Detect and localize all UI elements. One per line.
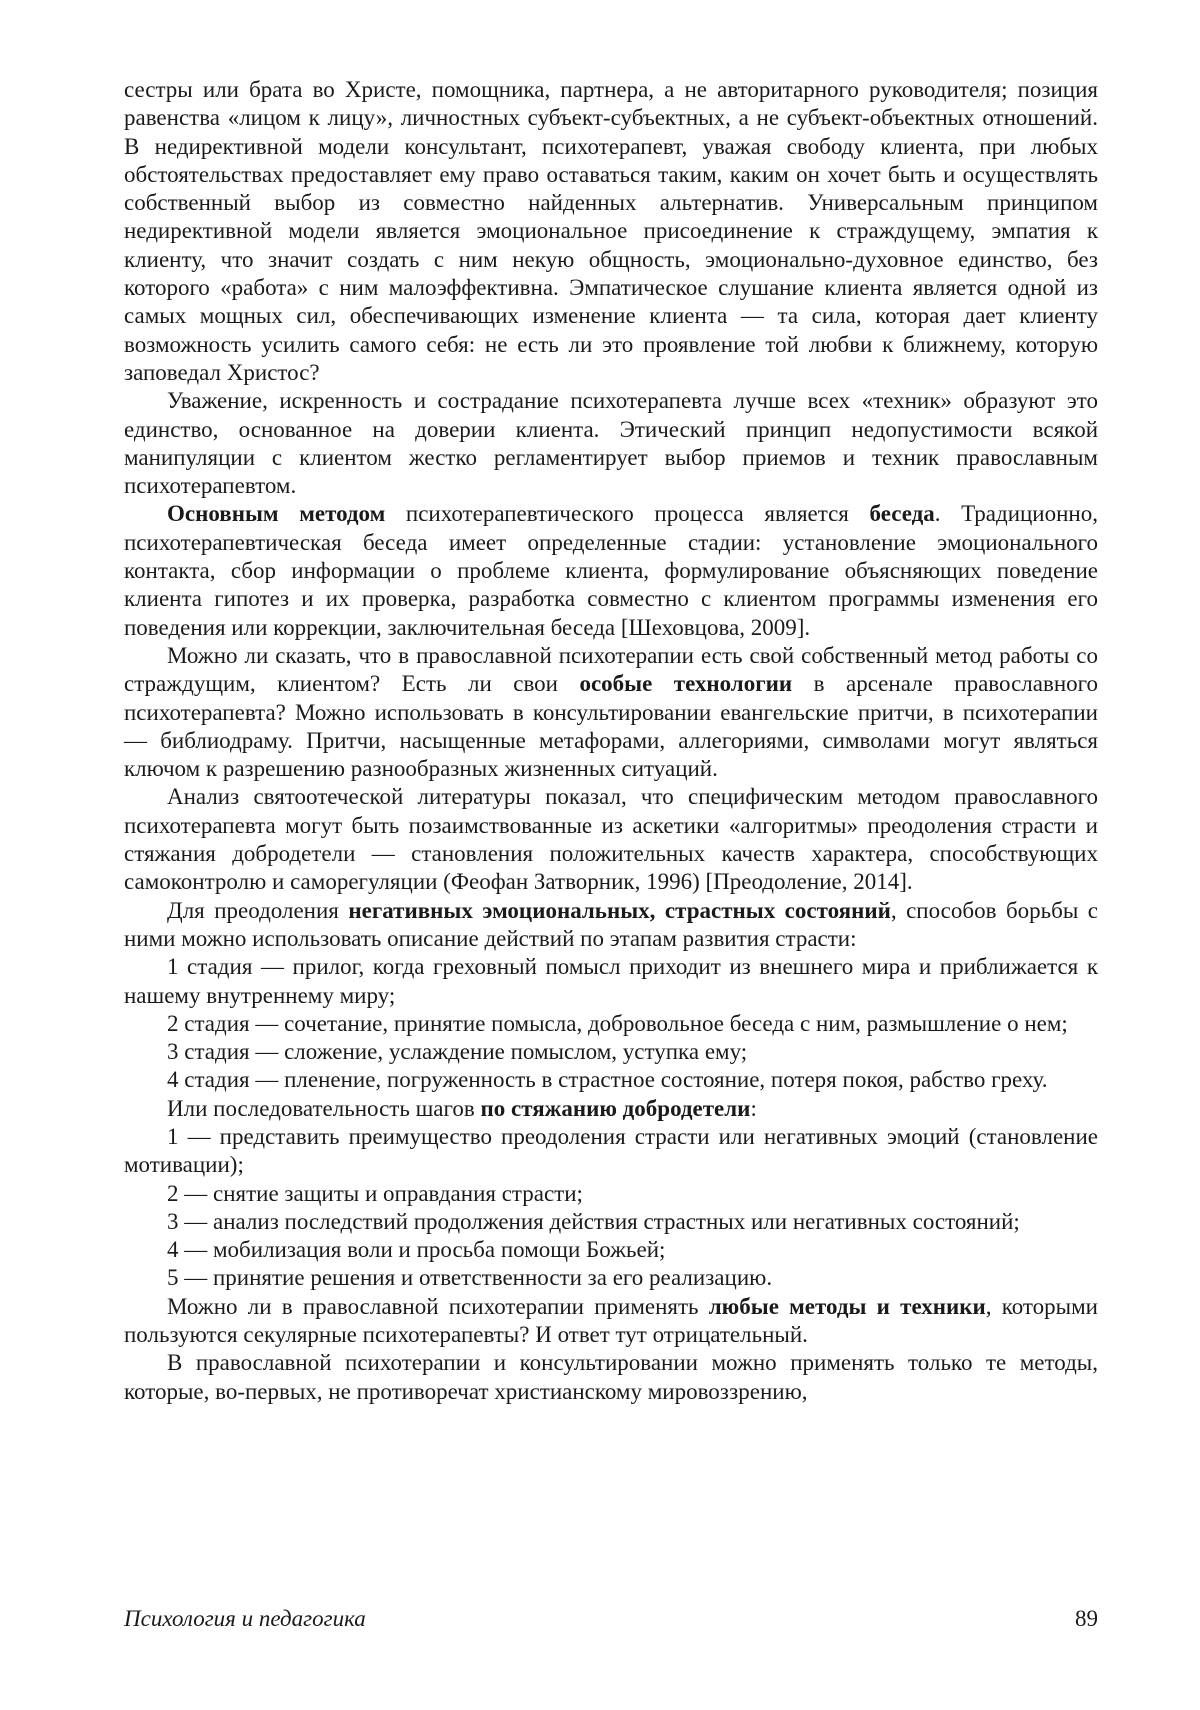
paragraph <box>124 1038 1098 1066</box>
text-run: Уважение, искренность и сострадание психотерапевта лучше всех «техник» образуют это единство, основанное на доверии клиента. Этический принцип недопустимости всякой манипуляции с клиентом жестко регламентирует выбор приемов и техник православным психотерапевтом. <box>124 388 1098 499</box>
bold-term: беседа <box>869 501 935 527</box>
bold-term: по стяжанию добродетели <box>480 1095 751 1121</box>
bold-term: любые методы и техники <box>708 1293 986 1319</box>
text-run: Можно ли сказать, что в православной психотерапии есть свой собственный метод работы со страждущим, клиентом? Есть ли свои <box>124 642 1098 697</box>
text-run: в арсенале православного психотерапевта? Можно использовать в консультировании евангельские притчи, в психотерапии — библиодраму. Притчи, насыщенные метафорами, аллегориями, символами могут являться ключом к разрешению разнообразных жизненных ситуаций. <box>124 671 1098 782</box>
bold-term: Основным методом <box>167 501 386 527</box>
paragraph <box>124 1236 1098 1264</box>
text-run: , способов борьбы с ними можно использовать описание действий по этапам развития страсти: <box>124 897 1098 951</box>
paragraph <box>124 783 1098 896</box>
paragraph <box>124 500 1098 641</box>
text-run: 4 стадия — пленение, погруженность в страстное состояние, потеря покоя, рабство греху. <box>167 1067 1048 1093</box>
paragraph <box>124 1180 1098 1208</box>
paragraph <box>124 642 1098 783</box>
text-run: 5 — принятие решения и ответственности за его реализацию. <box>167 1265 773 1291</box>
paragraph <box>124 953 1098 1010</box>
text-run: . Традиционно, психотерапевтическая беседа имеет определенные стадии: установление эмоционального контакта, сбор информации о проблеме клиента, формулирование объясняющих поведение клиента гипотез и их проверка, разработка совместно с клиентом программы изменения его поведения или коррекции, заключительная беседа [Шеховцова, 2009]. <box>124 501 1098 640</box>
paragraph <box>124 1123 1098 1180</box>
paragraph <box>124 1066 1098 1094</box>
paragraph <box>124 1095 1098 1123</box>
text-run: Или последовательность шагов <box>167 1095 481 1121</box>
paragraph <box>124 1264 1098 1292</box>
bold-term: негативных эмоциональных, страстных состояний <box>348 897 891 923</box>
page-content <box>124 76 1098 1406</box>
bold-term: особые технологии <box>579 671 793 697</box>
text-run: Для преодоления <box>167 897 349 923</box>
article-body <box>124 76 1098 1406</box>
text-run: , которыми пользуются секулярные психотерапевты? И ответ тут отрицательный. <box>124 1293 1098 1348</box>
paragraph <box>124 1293 1098 1350</box>
text-run: 3 стадия — сложение, услаждение помыслом, уступка ему; <box>167 1039 748 1065</box>
paragraph <box>124 1010 1098 1038</box>
paragraph <box>124 76 1098 387</box>
paragraph <box>124 387 1098 500</box>
text-run: 3 — анализ последствий продолжения действия страстных или негативных состояний; <box>167 1208 1020 1234</box>
page-footer <box>124 1606 1098 1640</box>
text-run: Можно ли в православной психотерапии применять <box>167 1293 709 1319</box>
text-run: Анализ святоотеческой литературы показал, что специфическим методом православного психотерапевта могут быть позаимствованные из аскетики «алгоритмы» преодоления страсти и стяжания добродетели — становления положительных качеств характера, способствующих самоконтролю и саморегуляции (Феофан Затворник, 1996) [Преодоление, 2014]. <box>124 784 1098 895</box>
journal-title: Психология и педагогика <box>124 1606 366 1631</box>
text-run: В православной психотерапии и консультировании можно применять только те методы, которые, во-первых, не противоречат христианскому мировоззрению, <box>124 1350 1098 1404</box>
paragraph <box>124 1349 1098 1406</box>
paragraph <box>124 1208 1098 1236</box>
text-run: 2 — снятие защиты и оправдания страсти; <box>167 1180 583 1206</box>
text-run: сестры или брата во Христе, помощника, партнера, а не авторитарного руководителя; позиция равенства «лицом к лицу», личностных субъект-субъектных, а не субъект-объектных отношений. В недирективной модели консультант, психотерапевт, уважая свободу клиента, при любых обстоятельствах предоставляет ему право оставаться таким, каким он хочет быть и осуществлять собственный выбор из совместно найденных альтернатив. Универсальным принципом недирективной модели является эмоциональное присоединение к страждущему, эмпатия к клиенту, что значит создать с ним некую общность, эмоционально-духовное единство, без которого «работа» с ним малоэффективна. Эмпатическое слушание клиента является одной из самых мощных сил, обеспечивающих изменение клиента — та сила, которая дает клиенту возможность усилить самого себя: не есть ли это проявление той любви к ближнему, которую заповедал Христос? <box>124 77 1098 385</box>
paragraph <box>124 897 1098 954</box>
text-run: психотерапевтического процесса является <box>385 501 870 527</box>
page-number: 89 <box>1075 1606 1098 1631</box>
text-run: 4 — мобилизация воли и просьба помощи Божьей; <box>167 1237 666 1263</box>
text-run: 1 стадия — прилог, когда греховный помысл приходит из внешнего мира и приближается к нашему внутреннему миру; <box>124 954 1098 1008</box>
text-run: 2 стадия — сочетание, принятие помысла, добровольное беседа с ним, размышление о нем; <box>167 1010 1068 1036</box>
text-run: 1 — представить преимущество преодоления страсти или негативных эмоций (становление мотивации); <box>124 1123 1098 1178</box>
text-run: : <box>750 1095 757 1121</box>
